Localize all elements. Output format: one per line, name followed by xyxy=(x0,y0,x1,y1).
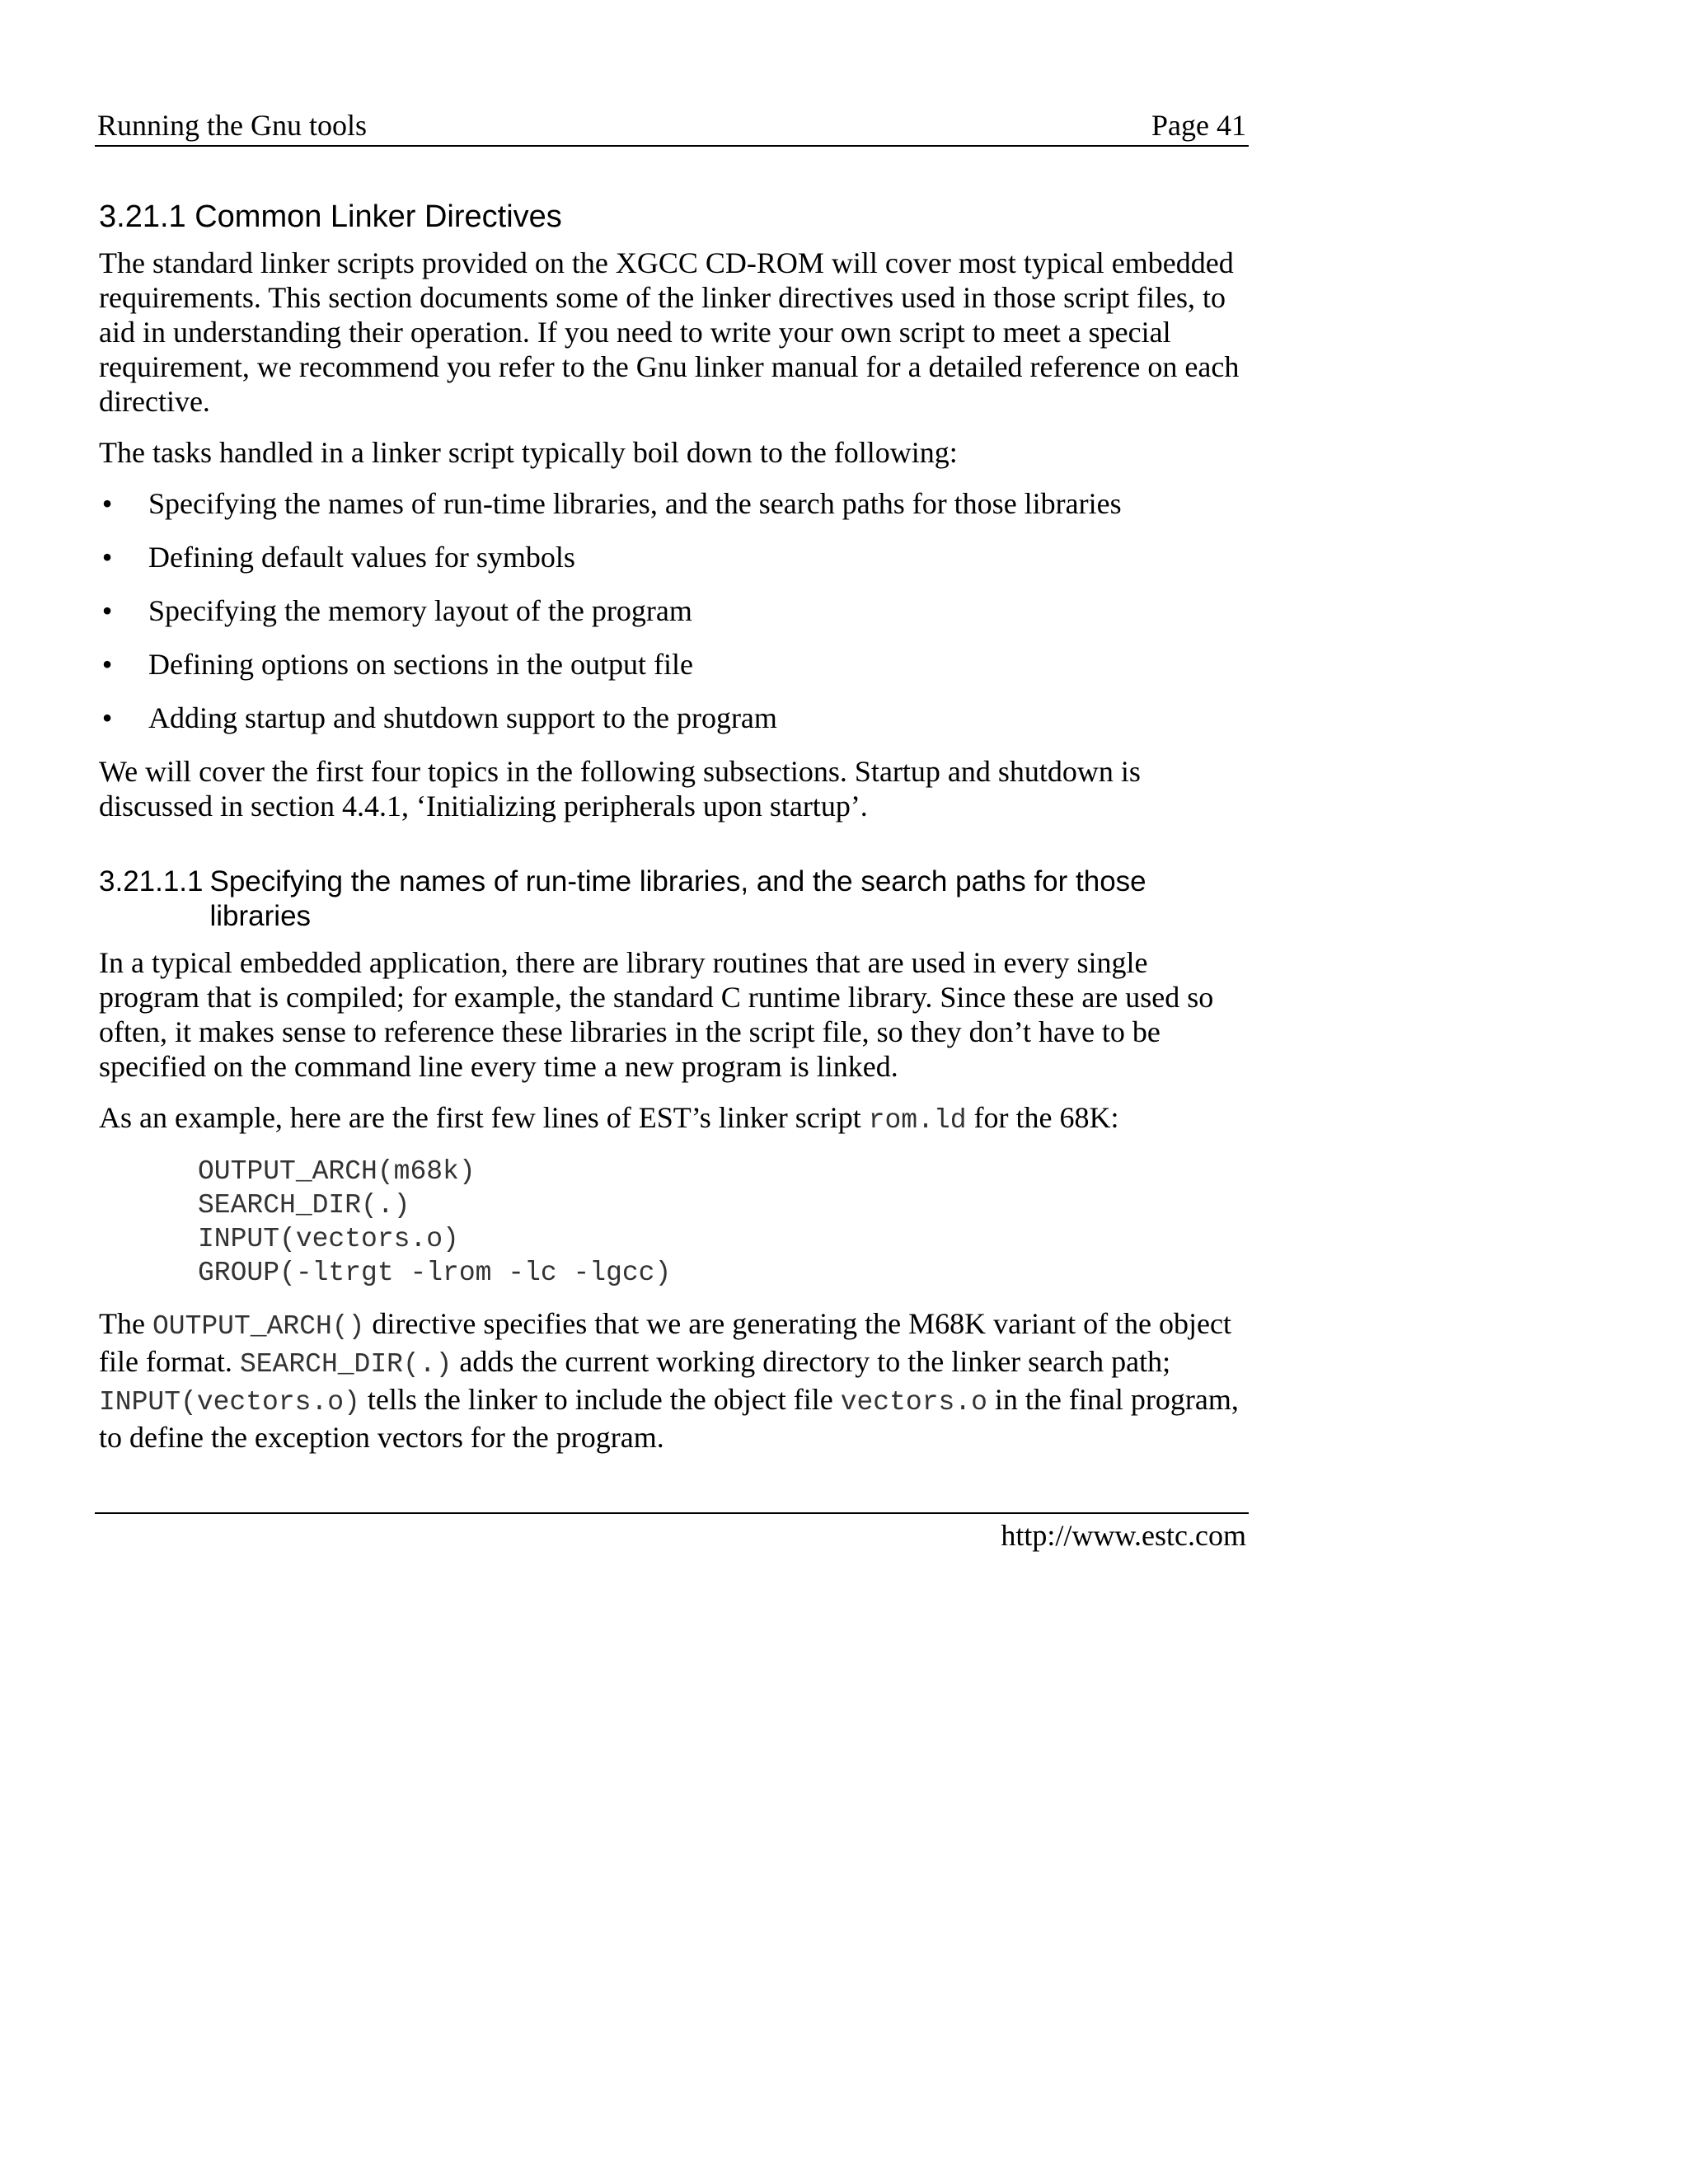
subsection-heading xyxy=(99,865,1249,934)
list-item xyxy=(99,486,1249,521)
section-heading: 3.21.1 Common Linker Directives xyxy=(99,199,562,234)
code-line: OUTPUT_ARCH(m68k) xyxy=(198,1156,476,1187)
list-item-text: Specifying the memory layout of the program xyxy=(148,594,692,627)
example-text-before: As an example, here are the first few lines of EST’s linker script xyxy=(99,1101,869,1134)
running-header xyxy=(95,105,1249,147)
code-line: SEARCH_DIR(.) xyxy=(198,1190,410,1221)
header-title: Running the Gnu tools xyxy=(97,109,368,142)
page-content xyxy=(99,198,1249,1471)
bullet-icon: • xyxy=(101,648,113,681)
inline-code-rom-ld: rom.ld xyxy=(868,1105,967,1136)
bullet-icon: • xyxy=(101,701,113,734)
list-item-text: Defining default values for symbols xyxy=(148,541,575,574)
library-paragraph: In a typical embedded application, there are library routines that are used in every single program that is compiled; for example, the standard C runtime library. Since these are used so often, it makes sense to reference these libraries in the script file, so they don’t have to be specified on the command line every time a new program is linked. xyxy=(99,946,1214,1083)
list-item xyxy=(99,593,1249,628)
bullet-icon: • xyxy=(101,541,113,574)
code-line: INPUT(vectors.o) xyxy=(198,1224,459,1254)
footer-url: http://www.estc.com xyxy=(1001,1519,1246,1552)
bullet-icon: • xyxy=(101,487,113,520)
inline-code-vectors-o: vectors.o xyxy=(840,1387,987,1418)
explanation-paragraph xyxy=(99,1306,1249,1455)
tasks-lead-paragraph: The tasks handled in a linker script typically boil down to the following: xyxy=(99,436,958,469)
tasks-list xyxy=(99,486,1249,735)
explain-text: in the final program, to define the exception vectors for the program. xyxy=(99,1383,1239,1454)
list-item xyxy=(99,540,1249,574)
page-number: Page 41 xyxy=(1151,109,1246,142)
subsection-number: 3.21.1.1 xyxy=(99,865,204,898)
running-footer xyxy=(95,1512,1249,1552)
outro-paragraph: We will cover the first four topics in the following subsections. Startup and shutdown is discussed in section 4.4.1, ‘Initializing peripherals upon startup’. xyxy=(99,755,1141,823)
explain-text: adds the current working directory to the linker search path; xyxy=(452,1345,1171,1378)
code-line: GROUP(-ltrgt -lrom -lc -lgcc) xyxy=(198,1258,672,1288)
example-text-after: for the 68K: xyxy=(966,1101,1119,1134)
inline-code-output-arch: OUTPUT_ARCH() xyxy=(152,1311,365,1342)
code-block xyxy=(198,1155,1249,1290)
list-item xyxy=(99,701,1249,735)
explain-text: directive specifies that we are generating the M68K variant of the object file format. xyxy=(99,1307,1231,1378)
list-item xyxy=(99,647,1249,682)
inline-code-search-dir: SEARCH_DIR(.) xyxy=(239,1349,452,1380)
list-item-text: Defining options on sections in the output file xyxy=(148,648,693,681)
bullet-icon: • xyxy=(101,594,113,627)
inline-code-input: INPUT(vectors.o) xyxy=(99,1387,360,1418)
subsection-title: Specifying the names of run-time libraries, and the search paths for those libraries xyxy=(209,865,1146,932)
example-paragraph xyxy=(99,1100,1249,1138)
explain-text: The xyxy=(99,1307,152,1340)
list-item-text: Specifying the names of run-time libraries, and the search paths for those libraries xyxy=(148,487,1122,520)
list-item-text: Adding startup and shutdown support to the program xyxy=(148,701,777,734)
intro-paragraph: The standard linker scripts provided on the XGCC CD-ROM will cover most typical embedded requirements. This section documents some of the linker directives used in those script files, to aid in understanding their operation. If you need to write your own script to meet a special requirement, we recommend you refer to the Gnu linker manual for a detailed reference on each directive. xyxy=(99,246,1240,418)
explain-text: tells the linker to include the object file xyxy=(359,1383,841,1416)
